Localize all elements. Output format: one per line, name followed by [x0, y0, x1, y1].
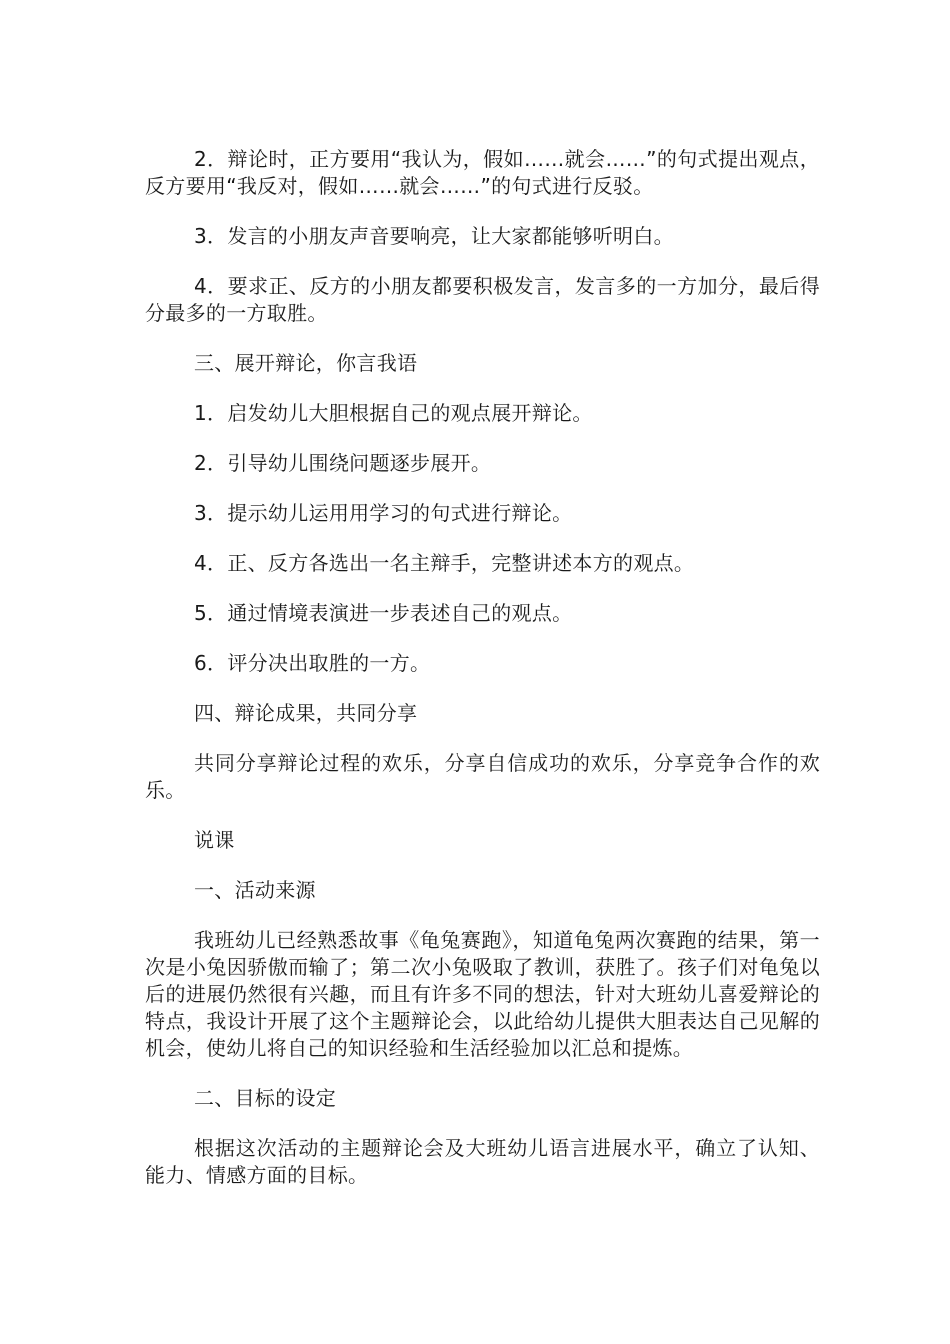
- section-heading-lecture: 说课: [194, 828, 235, 852]
- section-heading-results: 四、辩论成果，共同分享: [194, 701, 418, 725]
- debate-step-5: 5．通过情境表演进一步表述自己的观点。: [194, 601, 573, 625]
- document-body: [145, 146, 820, 1212]
- activity-source-paragraph: 我班幼儿已经熟悉故事《龟兔赛跑》，知道龟兔两次赛跑的结果，第一次是小兔因骄傲而输了；第二次小兔吸取了教训，获胜了。孩子们对龟兔以后的进展仍然很有兴趣，而且有许多不同的想法，针对大班幼儿喜爱辩论的特点，我设计开展了这个主题辩论会，以此给幼儿提供大胆表达自己见解的机会，使幼儿将自己的知识经验和生活经验加以汇总和提炼。: [145, 928, 820, 1060]
- debate-step-2: 2．引导幼儿围绕问题逐步展开。: [194, 451, 492, 475]
- results-paragraph: 共同分享辩论过程的欢乐，分享自信成功的欢乐，分享竞争合作的欢乐。: [145, 751, 820, 802]
- rule-item-4: 4．要求正、反方的小朋友都要积极发言，发言多的一方加分，最后得分最多的一方取胜。: [145, 274, 820, 325]
- debate-step-6: 6．评分决出取胜的一方。: [194, 651, 431, 675]
- debate-step-4: 4．正、反方各选出一名主辩手，完整讲述本方的观点。: [194, 551, 695, 575]
- subheading-goal-setting: 二、目标的设定: [194, 1086, 337, 1110]
- rule-item-2: 2．辩论时，正方要用“我认为，假如……就会……”的句式提出观点，反方要用“我反对，假如……就会……”的句式进行反驳。: [145, 147, 820, 198]
- goal-setting-paragraph: 根据这次活动的主题辩论会及大班幼儿语言进展水平，确立了认知、能力、情感方面的目标。: [145, 1136, 820, 1187]
- section-heading-debate: 三、展开辩论，你言我语: [194, 351, 418, 375]
- subheading-activity-source: 一、活动来源: [194, 878, 316, 902]
- debate-step-3: 3．提示幼儿运用用学习的句式进行辩论。: [194, 501, 573, 525]
- rule-item-3: 3．发言的小朋友声音要响亮，让大家都能够听明白。: [194, 224, 674, 248]
- debate-step-1: 1．启发幼儿大胆根据自己的观点展开辩论。: [194, 401, 593, 425]
